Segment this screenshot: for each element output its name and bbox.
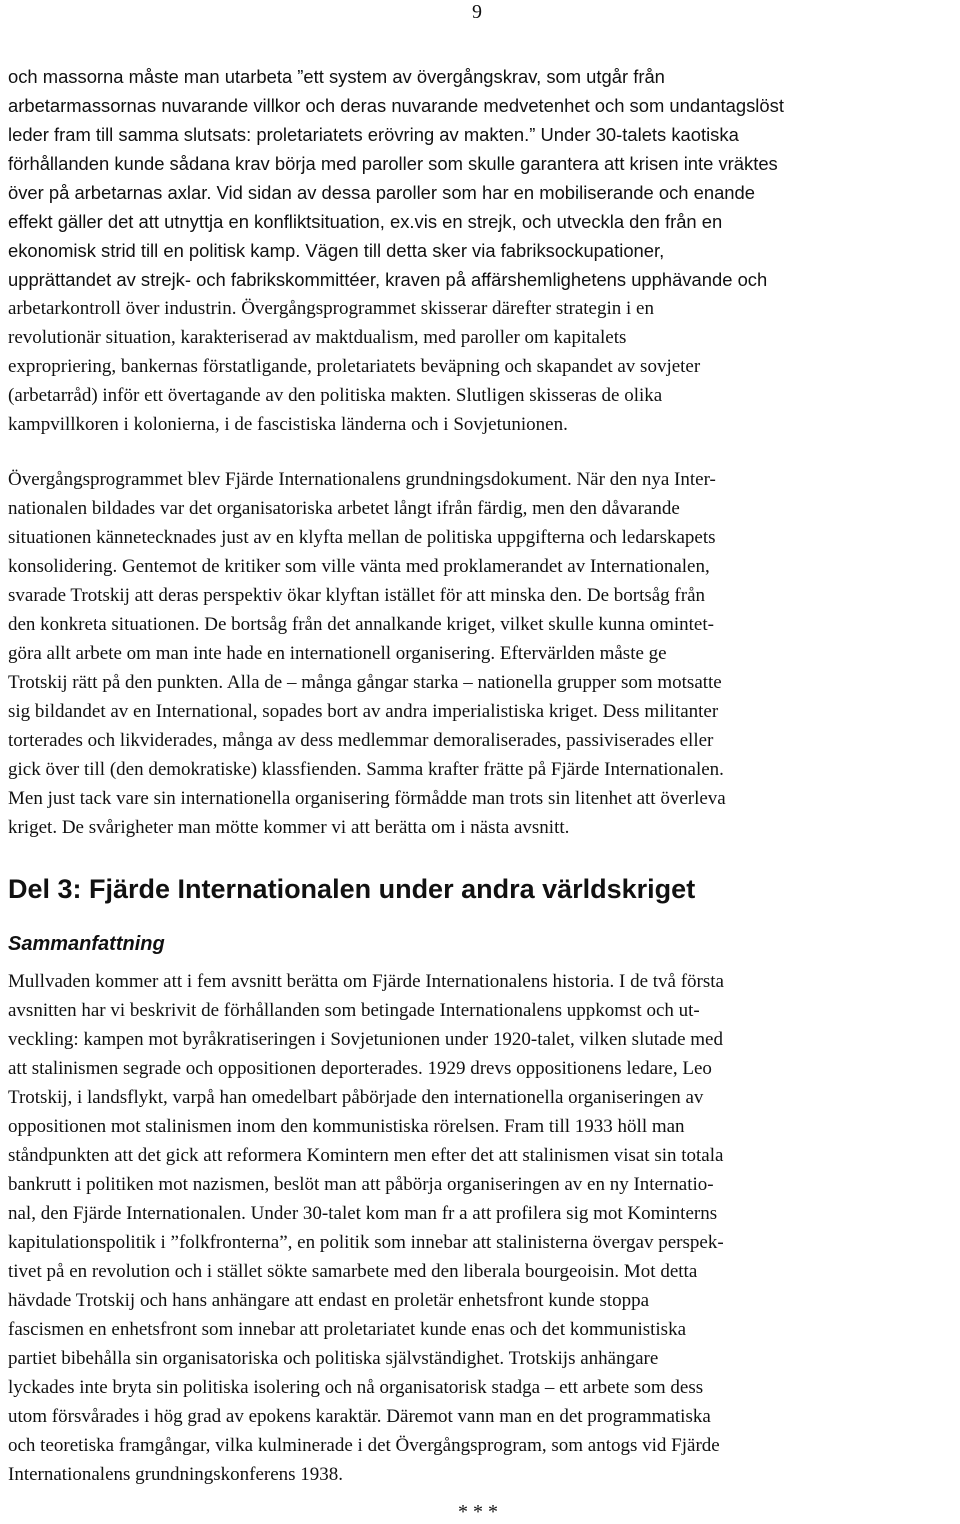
paragraph-line: avsnitten har vi beskrivit de förhållanden som betingade Internationalens uppkomst och ut- xyxy=(8,1000,700,1021)
paragraph-line: Internationalens grundningskonferens 1938. xyxy=(8,1464,344,1485)
paragraph-line: göra allt arbete om man inte hade en internationell organisering. Eftervärlden måste ge xyxy=(8,643,667,664)
paragraph-line: och massorna måste man utarbeta ”ett system av övergångskrav, som utgår från xyxy=(8,66,665,87)
paragraph-line: ståndpunkten att det gick att reformera Komintern men efter det att stalinismen visat sin totala xyxy=(8,1145,724,1166)
paragraph-line: tivet på en revolution och i stället sökte samarbete med den liberala bourgeoisin. Mot detta xyxy=(8,1261,698,1282)
paragraph-line: upprättandet av strejk- och fabrikskommittéer, kraven på affärshemlighetens upphävande och xyxy=(8,269,768,290)
paragraph-3 xyxy=(8,967,724,1489)
paragraph-line: arbetarmassornas nuvarande villkor och deras nuvarande medvetenhet och som undantagslöst xyxy=(8,95,784,116)
paragraph-line: partiet bibehålla sin organisatoriska och politiska självständighet. Trotskijs anhängare xyxy=(8,1348,659,1369)
paragraph-line: bankrutt i politiken mot nazismen, beslöt man att påbörja organiseringen av en ny Internatio- xyxy=(8,1174,714,1195)
paragraph-line: konsolidering. Gentemot de kritiker som ville vänta med proklamerandet av Internationalen, xyxy=(8,556,710,577)
paragraph-2 xyxy=(8,465,726,842)
paragraph-line: Trotskij, i landsflykt, varpå han omedelbart påbörjade den internationella organiseringen av xyxy=(8,1087,704,1108)
page-number: 9 xyxy=(472,1,482,23)
paragraph-line: hävdade Trotskij och hans anhängare att endast en proletär enhetsfront kunde stoppa xyxy=(8,1290,650,1311)
paragraph-line: Mullvaden kommer att i fem avsnitt berätta om Fjärde Internationalens historia. I de två första xyxy=(8,971,724,992)
paragraph-line: sig bildandet av en International, sopades bort av andra imperialistiska kriget. Dess militanter xyxy=(8,701,719,722)
paragraph-line: arbetarkontroll över industrin. Övergångsprogrammet skisserar därefter strategin i en xyxy=(8,298,654,319)
paragraph-line: revolutionär situation, karakteriserad av maktdualism, med paroller om kapitalets xyxy=(8,327,627,348)
paragraph-line: över på arbetarnas axlar. Vid sidan av dessa paroller som har en mobiliserande och enande xyxy=(8,182,755,203)
paragraph-line: och teoretiska framgångar, vilka kulminerade i det Övergångsprogram, som antogs vid Fjärde xyxy=(8,1435,720,1456)
paragraph-line: (arbetarråd) inför ett övertagande av den politiska makten. Slutligen skisseras de olika xyxy=(8,385,663,406)
paragraph-line: gick över till (den demokratiske) klassfienden. Samma krafter frätte på Fjärde Internationalen. xyxy=(8,759,724,780)
paragraph-line: kriget. De svårigheter man mötte kommer vi att berätta om i nästa avsnitt. xyxy=(8,817,570,838)
paragraph-line: nationalen bildades var det organisatoriska arbetet långt ifrån färdig, men den dåvarande xyxy=(8,498,680,519)
paragraph-line: expropriering, bankernas förstatligande, proletariatets beväpning och skapandet av sovjeter xyxy=(8,356,701,377)
paragraph-line: veckling: kampen mot byråkratiseringen i Sovjetunionen under 1920-talet, vilken slutade med xyxy=(8,1029,723,1050)
paragraph-line: Men just tack vare sin internationella organisering förmådde man trots sin litenhet att överleva xyxy=(8,788,726,809)
paragraph-line: utom försvårades i hög grad av epokens karaktär. Däremot vann man en det programmatiska xyxy=(8,1406,711,1427)
paragraph-line: torterades och likviderades, många av dess medlemmar demoraliserades, passiviserades eller xyxy=(8,730,714,751)
paragraph-1 xyxy=(8,62,784,439)
section-heading: Del 3: Fjärde Internationalen under andra världskriget xyxy=(8,874,696,904)
paragraph-line: leder fram till samma slutsats: proletariatets erövring av makten.” Under 30-talets kaotiska xyxy=(8,124,739,145)
paragraph-line: Trotskij rätt på den punkten. Alla de – många gångar starka – nationella grupper som motsatte xyxy=(8,672,722,693)
paragraph-line: kampvillkoren i kolonierna, i de fascistiska länderna och i Sovjetunionen. xyxy=(8,414,568,435)
paragraph-line: nal, den Fjärde Internationalen. Under 30-talet kom man fr a att profilera sig mot Kominterns xyxy=(8,1203,718,1224)
paragraph-line: kapitulationspolitik i ”folkfronterna”, en politik som innebar att stalinisterna övergav perspek- xyxy=(8,1232,724,1253)
paragraph-line: fascismen en enhetsfront som innebar att proletariatet kunde enas och det kommunistiska xyxy=(8,1319,686,1340)
paragraph-line: effekt gäller det att utnyttja en konfliktsituation, ex.vis en strejk, och utveckla den från en xyxy=(8,211,723,232)
paragraph-line: att stalinismen segrade och oppositionen deporterades. 1929 drevs oppositionens ledare, Leo xyxy=(8,1058,712,1079)
section-subheading: Sammanfattning xyxy=(8,933,165,955)
paragraph-line: Övergångsprogrammet blev Fjärde Internationalens grundningsdokument. När den nya Inter- xyxy=(8,469,716,490)
paragraph-line: förhållanden kunde sådana krav börja med paroller som skulle garantera att krisen inte vräktes xyxy=(8,153,778,174)
paragraph-line: ekonomisk strid till en politisk kamp. Vägen till detta sker via fabriksockupationer, xyxy=(8,240,665,261)
paragraph-line: situationen kännetecknades just av en klyfta mellan de politiska uppgifterna och ledarskapets xyxy=(8,527,716,548)
section-separator: * * * xyxy=(458,1501,498,1523)
paragraph-line: lyckades inte bryta sin politiska isolering och nå organisatorisk stadga – ett arbete som dess xyxy=(8,1377,704,1398)
paragraph-line: den konkreta situationen. De bortsåg från det annalkande kriget, vilket skulle kunna omintet- xyxy=(8,614,714,635)
paragraph-line: oppositionen mot stalinismen inom den kommunistiska rörelsen. Fram till 1933 höll man xyxy=(8,1116,685,1137)
paragraph-line: svarade Trotskij att deras perspektiv ökar klyftan istället för att minska den. De bortsåg från xyxy=(8,585,706,606)
